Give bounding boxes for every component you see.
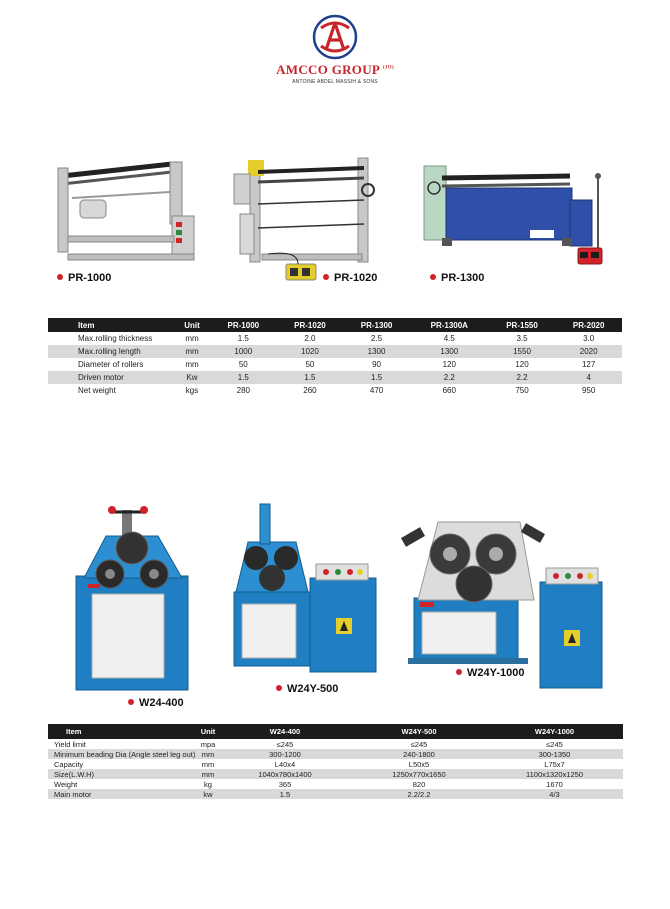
table-cell: 820 [412, 779, 426, 789]
pr-specs-table [48, 318, 622, 397]
table-cell: 1020 [277, 345, 344, 358]
table-row [48, 789, 623, 799]
table-cell: Max.rolling thickness [78, 334, 153, 343]
table-header-cell: Unit [198, 724, 218, 739]
pr-1300-machine-image [422, 160, 618, 272]
table-header-cell: PR-1550 [489, 318, 556, 332]
table-row [48, 739, 623, 749]
brand-name: AMCCO GROUP $^{(JO)}$ [276, 62, 394, 77]
table-cell: 1300 [410, 345, 489, 358]
table-cell: L40x4 [274, 759, 296, 769]
table-cell: 365 [278, 779, 292, 789]
table-cell: kg [204, 779, 212, 789]
table-cell: 1250x770x1650 [352, 769, 486, 779]
table-cell: 1.5 [343, 371, 410, 384]
table-cell: 1550 [489, 345, 556, 358]
table-cell: L50x5 [408, 759, 430, 769]
table-cell: 120 [515, 360, 529, 369]
product-caption-pr-1020: PR-1020 [323, 272, 377, 284]
table-header-cell: PR-1000 [210, 318, 277, 332]
bullet-dot-icon [456, 669, 462, 675]
table-cell: kgs [185, 386, 199, 395]
table-cell: 2.2/2.2 [352, 789, 486, 799]
table-cell: 2020 [555, 345, 622, 358]
w24-400-machine-image [66, 498, 198, 694]
table-row [48, 769, 623, 779]
bullet-dot-icon [276, 685, 282, 691]
table-cell: Max.rolling length [48, 345, 174, 358]
product-caption-pr-1300: PR-1300 [430, 272, 484, 284]
table-cell: 1.5 [237, 334, 249, 343]
table-header-row [48, 724, 623, 739]
table-cell: mm [174, 345, 210, 358]
table-cell: 50 [238, 360, 248, 369]
table-cell: Main motor [48, 789, 198, 799]
table-cell: mm [198, 769, 218, 779]
company-logo [270, 14, 400, 84]
table-cell: 2.0 [304, 334, 316, 343]
table-cell: mm [201, 759, 215, 769]
pr-1020-machine-image [228, 154, 383, 282]
table-cell: 1300 [343, 345, 410, 358]
table-row [48, 749, 623, 759]
table-cell: 1100x1320x1250 [486, 769, 623, 779]
bullet-dot-icon [323, 274, 329, 280]
table-header-cell: PR-1300 [343, 318, 410, 332]
table-cell: Diameter of rollers [78, 360, 144, 369]
product-caption-w24-400: W24-400 [128, 697, 184, 709]
table-row [48, 779, 623, 789]
table-row [48, 358, 622, 371]
product-caption-w24y-500: W24Y-500 [276, 683, 338, 695]
bullet-dot-icon [57, 274, 63, 280]
table-cell: 300-1200 [218, 749, 352, 759]
table-cell: mm [185, 360, 199, 369]
amcco-emblem-icon [312, 14, 358, 60]
table-cell: 1.5 [218, 789, 352, 799]
table-cell: 127 [581, 360, 596, 369]
table-cell: kw [198, 789, 218, 799]
table-row [48, 332, 622, 345]
table-cell: Size(L.W.H) [48, 769, 198, 779]
table-cell: 4.5 [443, 334, 455, 343]
table-cell: Net weight [78, 386, 116, 395]
table-header-cell: PR-1300A [410, 318, 489, 332]
table-cell: 3.5 [516, 334, 528, 343]
table-cell: Yield limit [54, 739, 86, 749]
table-header-cell: Item [48, 318, 174, 332]
table-row [48, 371, 622, 384]
table-header-cell: PR-2020 [555, 318, 622, 332]
table-cell: 660 [442, 386, 456, 395]
bullet-dot-icon [430, 274, 436, 280]
table-cell: L75x7 [544, 759, 565, 769]
table-cell: 3.0 [583, 334, 595, 343]
table-cell: 2.5 [371, 334, 383, 343]
table-header-cell: Item [48, 724, 198, 739]
table-row [48, 759, 623, 769]
table-cell: 240-1800 [352, 749, 486, 759]
table-cell: 2.2 [489, 371, 556, 384]
table-row [48, 345, 622, 358]
table-cell: 1.5 [210, 371, 277, 384]
table-header-cell: W24Y-500 [352, 724, 486, 739]
table-cell: 950 [581, 386, 596, 395]
product-caption-pr-1000: PR-1000 [57, 272, 111, 284]
table-cell: Driven motor [48, 371, 174, 384]
table-header-cell: PR-1020 [277, 318, 344, 332]
table-header-row [48, 318, 622, 332]
table-cell: 50 [305, 360, 315, 369]
table-cell: 470 [369, 386, 384, 395]
table-cell: 750 [515, 386, 529, 395]
table-cell: 280 [236, 386, 250, 395]
pr-1000-machine-image [52, 158, 202, 270]
table-cell: Capacity [54, 759, 84, 769]
table-cell: mm [185, 334, 199, 343]
table-cell: mpa [200, 739, 216, 749]
w24y-1000-machine-image [398, 508, 618, 692]
table-row [48, 384, 622, 397]
table-cell: 4/3 [486, 789, 623, 799]
table-header-cell: Unit [174, 318, 210, 332]
table-cell: mm [198, 749, 218, 759]
w24-specs-table [48, 724, 623, 799]
table-cell: 1000 [210, 345, 277, 358]
table-cell: 2.2 [410, 371, 489, 384]
table-cell: 120 [442, 360, 456, 369]
table-cell: ≤245 [410, 739, 428, 749]
table-cell: ≤245 [276, 739, 294, 749]
table-cell: 300-1350 [486, 749, 623, 759]
table-cell: 1.5 [277, 371, 344, 384]
table-header-cell: W24-400 [218, 724, 352, 739]
table-cell: 260 [303, 386, 317, 395]
bullet-dot-icon [128, 699, 134, 705]
table-cell: 1040x780x1400 [218, 769, 352, 779]
brand-tagline: ANTOINE ABDEL MASSIH & SONS [292, 79, 378, 85]
table-cell: Weight [54, 779, 78, 789]
table-cell: Kw [174, 371, 210, 384]
table-header-cell: W24Y-1000 [486, 724, 623, 739]
product-caption-w24y-1000: W24Y-1000 [456, 667, 524, 679]
table-cell: Minimum beading Dia (Angle steel leg out) [48, 749, 198, 759]
table-cell: ≤245 [546, 739, 563, 749]
table-cell: 90 [372, 360, 382, 369]
table-cell: 1670 [546, 779, 563, 789]
table-cell: 4 [555, 371, 622, 384]
w24y-500-machine-image [226, 500, 380, 676]
